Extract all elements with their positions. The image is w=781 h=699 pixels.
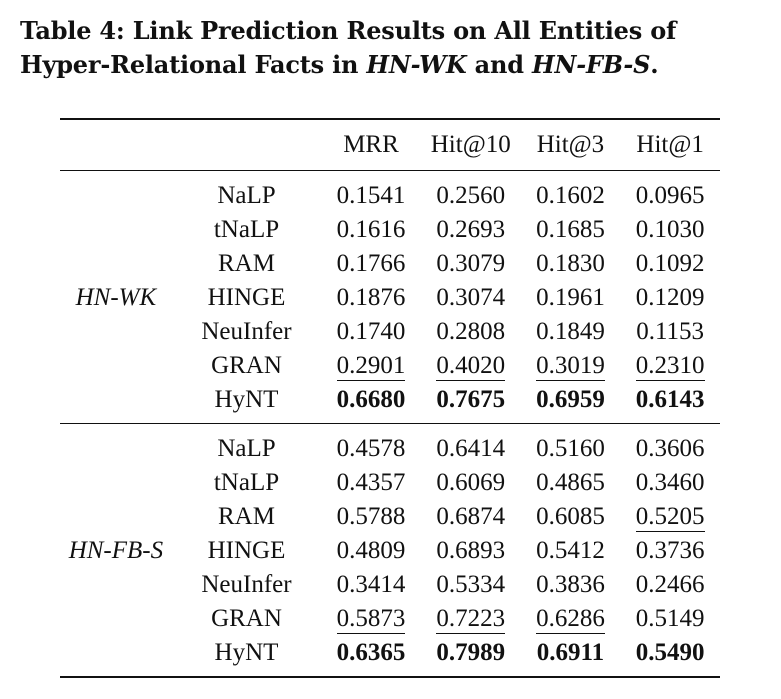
metric-value: 0.7675 (436, 386, 506, 413)
metric-value: 0.3074 (436, 284, 506, 311)
caption-mid: and (466, 50, 532, 79)
caption-dataset-1: HN-WK (366, 50, 467, 79)
dataset-cell-empty (60, 383, 172, 424)
metric-cell (620, 568, 720, 602)
table-caption (20, 14, 770, 82)
metric-value: 0.3606 (635, 435, 705, 462)
metric-cell (521, 247, 621, 281)
metric-cell (620, 383, 720, 424)
metric-cell (521, 171, 621, 214)
metric-cell (521, 349, 621, 383)
metric-value: 0.2310 (635, 352, 705, 379)
metric-cell (421, 315, 521, 349)
metric-cell (421, 383, 521, 424)
metric-value: 0.3414 (336, 571, 406, 598)
metric-value: 0.1153 (636, 318, 705, 345)
metric-cell (321, 568, 421, 602)
method-name: HyNT (214, 386, 279, 413)
metric-cell (521, 568, 621, 602)
metric-cell (421, 466, 521, 500)
metric-value: 0.1209 (635, 284, 705, 311)
metric-cell (421, 636, 521, 677)
method-name: HINGE (207, 284, 286, 311)
metric-cell (521, 315, 621, 349)
method-name: GRAN (211, 605, 282, 632)
metric-value: 0.1740 (336, 318, 406, 345)
metric-cell (421, 424, 521, 467)
metric-value: 0.1602 (536, 182, 605, 209)
metric-cell (521, 383, 621, 424)
metric-cell (321, 500, 421, 534)
metric-cell (421, 534, 521, 568)
metric-value: 0.1092 (635, 250, 705, 277)
dataset-cell-empty (60, 500, 172, 534)
metric-value: 0.2560 (436, 182, 506, 209)
metric-value: 0.6069 (436, 469, 506, 496)
metric-cell (521, 636, 621, 677)
metric-value: 0.2693 (436, 216, 506, 243)
dataset-cell-empty (60, 568, 172, 602)
metric-value: 0.2808 (436, 318, 506, 345)
metric-value: 0.5412 (536, 537, 605, 564)
method-name: tNaLP (213, 216, 280, 243)
metric-value: 0.1830 (536, 250, 605, 277)
metric-cell (620, 466, 720, 500)
metric-value: 0.1766 (336, 250, 406, 277)
table-row (60, 383, 720, 424)
table-row (60, 349, 720, 383)
metric-cell (421, 568, 521, 602)
metric-cell (620, 349, 720, 383)
metric-cell (321, 383, 421, 424)
method-name: RAM (218, 503, 275, 530)
metric-cell (321, 171, 421, 214)
header-hit3: Hit@3 (536, 131, 605, 158)
metric-value: 0.5788 (336, 503, 406, 530)
metric-cell (521, 602, 621, 636)
metric-value: 0.4357 (336, 469, 406, 496)
metric-value: 0.1030 (635, 216, 705, 243)
dataset-cell-empty (60, 602, 172, 636)
header-hit10: Hit@10 (430, 131, 511, 158)
table-row (60, 315, 720, 349)
table-row (60, 568, 720, 602)
metric-cell (620, 534, 720, 568)
metric-value: 0.1876 (336, 284, 406, 311)
metric-cell (421, 281, 521, 315)
caption-prefix: Table 4: Link Prediction Results on All Entities of Hyper-Relational Facts in (20, 16, 677, 79)
metric-value: 0.5334 (436, 571, 506, 598)
metric-value: 0.2901 (336, 352, 406, 379)
header-mrr: MRR (343, 131, 399, 158)
metric-value: 0.6085 (536, 503, 605, 530)
metric-cell (321, 247, 421, 281)
table-header (60, 119, 720, 171)
table-row (60, 636, 720, 677)
table-row (60, 500, 720, 534)
table-row (60, 424, 720, 467)
table-row (60, 602, 720, 636)
metric-value: 0.6893 (436, 537, 506, 564)
metric-value: 0.0965 (635, 182, 705, 209)
table-row (60, 534, 720, 568)
dataset-cell-empty (60, 213, 172, 247)
metric-cell (620, 247, 720, 281)
metric-value: 0.3019 (536, 352, 605, 379)
metric-cell (421, 247, 521, 281)
metric-value: 0.1616 (336, 216, 406, 243)
metric-cell (321, 424, 421, 467)
table-row (60, 247, 720, 281)
metric-value: 0.3460 (635, 469, 705, 496)
metric-cell (321, 315, 421, 349)
metric-value: 0.1541 (336, 182, 406, 209)
metric-value: 0.6959 (536, 386, 605, 413)
table-row (60, 171, 720, 214)
metric-cell (421, 213, 521, 247)
metric-cell (321, 602, 421, 636)
metric-cell (620, 424, 720, 467)
metric-value: 0.6680 (336, 386, 406, 413)
metric-value: 0.5873 (336, 605, 406, 632)
header-hit1: Hit@1 (636, 131, 704, 158)
metric-value: 0.5205 (635, 503, 705, 530)
metric-cell (521, 424, 621, 467)
metric-value: 0.6874 (436, 503, 506, 530)
metric-cell (620, 602, 720, 636)
metric-cell (620, 213, 720, 247)
dataset-cell-empty (60, 247, 172, 281)
dataset-cell-empty (60, 349, 172, 383)
metric-value: 0.5149 (635, 605, 705, 632)
metric-cell (521, 281, 621, 315)
metric-value: 0.4865 (536, 469, 605, 496)
metric-cell (521, 213, 621, 247)
metric-cell (421, 500, 521, 534)
table-body (60, 171, 720, 678)
method-name: NaLP (217, 435, 276, 462)
metric-cell (620, 500, 720, 534)
dataset-label: HN-WK (75, 284, 157, 311)
metric-value: 0.2466 (635, 571, 705, 598)
table-row (60, 466, 720, 500)
dataset-cell-empty (60, 424, 172, 467)
metric-value: 0.4020 (436, 352, 506, 379)
method-name: RAM (218, 250, 275, 277)
metric-value: 0.5490 (635, 639, 705, 666)
dataset-label: HN-FB-S (68, 537, 164, 564)
metric-cell (321, 213, 421, 247)
method-name: HINGE (207, 537, 286, 564)
dataset-cell-empty (60, 636, 172, 677)
metric-value: 0.1961 (536, 284, 605, 311)
metric-value: 0.1685 (536, 216, 605, 243)
metric-cell (620, 636, 720, 677)
caption-dataset-2: HN-FB-S (532, 50, 651, 79)
metric-value: 0.6365 (336, 639, 406, 666)
metric-cell (521, 534, 621, 568)
metric-cell (321, 534, 421, 568)
metric-cell (421, 171, 521, 214)
metric-cell (521, 500, 621, 534)
method-name: NaLP (217, 182, 276, 209)
metric-value: 0.3079 (436, 250, 506, 277)
header-empty-dataset (60, 119, 172, 171)
metric-value: 0.6911 (536, 639, 605, 666)
metric-value: 0.4809 (336, 537, 406, 564)
method-name: tNaLP (213, 469, 280, 496)
metric-value: 0.7989 (436, 639, 506, 666)
metric-cell (620, 315, 720, 349)
table-row (60, 281, 720, 315)
metric-value: 0.3836 (536, 571, 605, 598)
metric-cell (620, 281, 720, 315)
table-row (60, 213, 720, 247)
method-name: NeuInfer (201, 318, 292, 345)
method-name: GRAN (211, 352, 282, 379)
metric-value: 0.7223 (436, 605, 506, 632)
header-row (60, 119, 720, 171)
metric-value: 0.6414 (436, 435, 506, 462)
metric-cell (421, 602, 521, 636)
metric-value: 0.6286 (536, 605, 605, 632)
results-table (60, 118, 720, 678)
metric-cell (321, 466, 421, 500)
dataset-cell-empty (60, 466, 172, 500)
method-name: HyNT (214, 639, 279, 666)
metric-cell (321, 349, 421, 383)
dataset-cell-empty (60, 315, 172, 349)
metric-cell (321, 281, 421, 315)
method-name: NeuInfer (201, 571, 292, 598)
caption-suffix: . (650, 50, 659, 79)
metric-cell (321, 636, 421, 677)
metric-cell (620, 171, 720, 214)
metric-value: 0.6143 (635, 386, 705, 413)
metric-cell (521, 466, 621, 500)
metric-value: 0.1849 (536, 318, 605, 345)
metric-value: 0.4578 (336, 435, 406, 462)
dataset-cell-empty (60, 171, 172, 214)
header-empty-method (172, 119, 321, 171)
metric-value: 0.3736 (635, 537, 705, 564)
metric-cell (421, 349, 521, 383)
metric-value: 0.5160 (536, 435, 605, 462)
